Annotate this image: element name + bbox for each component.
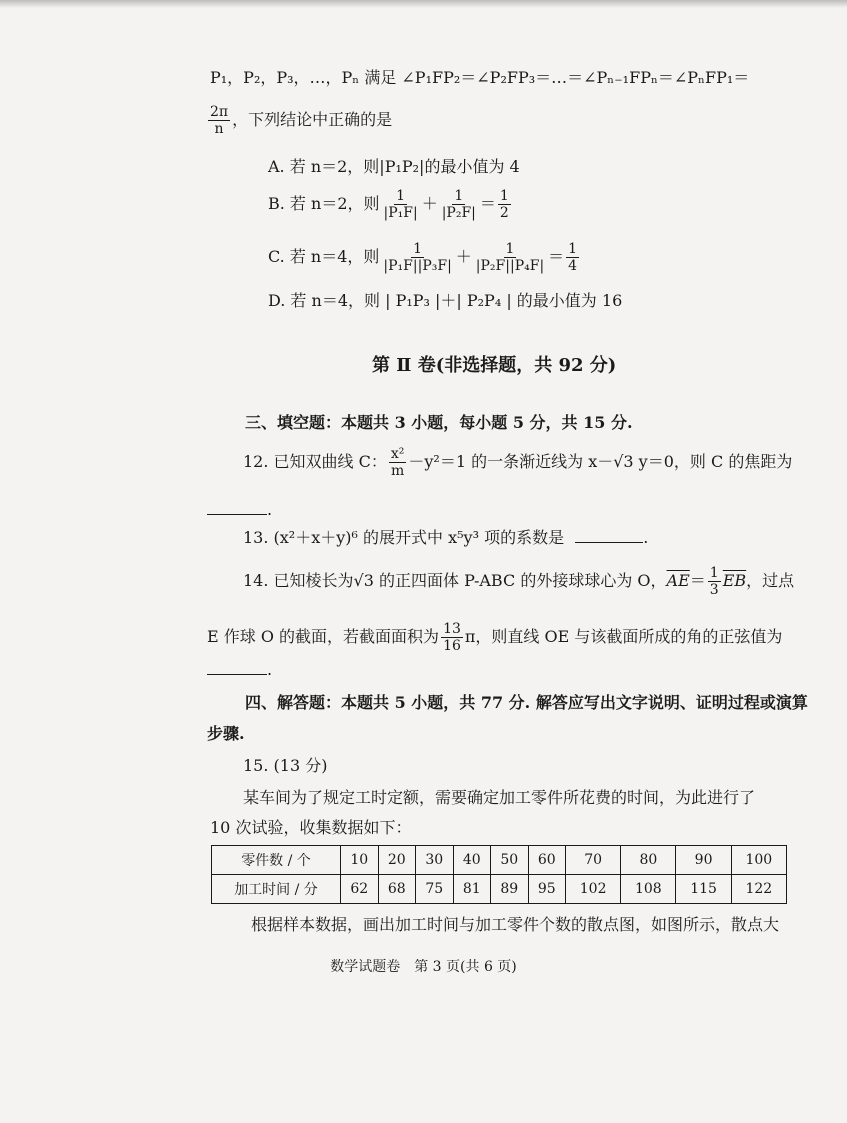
- q15-data-table: [211, 845, 787, 904]
- intro-text: P₁，P₂，P₃，…，Pₙ 满足 ∠P₁FP₂＝∠P₂FP₃＝…＝∠Pₙ₋₁FPₙ＝∠PₙFP₁＝: [210, 68, 750, 87]
- table-row-header: 加工时间 / 分: [212, 875, 341, 904]
- option-c: C. 若 n＝4，则 $\frac{1}{\text{|P₁F||P₃F|}}$ ＋ $\frac{1}{\text{|P₂F||P₄F|}}$ ＝ $\frac{1}{4}$: [268, 241, 578, 275]
- table-cell: 20: [378, 846, 416, 875]
- table-cell: 122: [731, 875, 786, 904]
- vector-eb: $\overline{EB}$: [722, 571, 747, 591]
- option-b-fraction-1: $\frac{1}{\text{|P₁F|}}$: [383, 188, 418, 222]
- q15-paragraph-2: 10 次试验，收集数据如下：: [210, 818, 412, 837]
- question-13: 13. (x²＋x＋y)⁶ 的展开式中 x⁵y³ 项的系数是 .: [243, 528, 649, 547]
- table-cell: 50: [491, 846, 529, 875]
- table-cell: 80: [621, 846, 676, 875]
- vector-ae: $\overline{AE}$: [666, 571, 690, 591]
- table-row-header: 零件数 / 个: [212, 846, 341, 875]
- option-b-fraction-2: $\frac{1}{\text{|P₂F|}}$: [441, 188, 476, 222]
- question-15-label: 15. (13 分): [243, 756, 328, 775]
- table-cell: 60: [528, 846, 566, 875]
- table-cell: 95: [528, 875, 566, 904]
- table-row: [212, 846, 787, 875]
- q14-answer-line: .: [207, 660, 272, 679]
- option-b-fraction-3: $\frac{1}{2}$: [499, 188, 509, 222]
- question-intro-line1: [210, 68, 749, 87]
- q12-answer-line: .: [207, 500, 272, 519]
- section4-title-line1: 四、解答题：本题共 5 小题，共 77 分. 解答应写出文字说明、证明过程或演算: [245, 693, 808, 712]
- table-cell: 108: [621, 875, 676, 904]
- table-cell: 89: [491, 875, 529, 904]
- page-footer: 数学试题卷 第 3 页(共 6 页): [330, 959, 517, 975]
- q13-answer-blank[interactable]: [575, 541, 643, 543]
- intro-tail: ，下列结论中正确的是: [232, 110, 393, 130]
- table-cell: 30: [416, 846, 454, 875]
- table-cell: 10: [341, 846, 379, 875]
- option-c-fraction-1: $\frac{1}{\text{|P₁F||P₃F|}}$: [383, 241, 452, 275]
- question-14-line2: E 作球 O 的截面，若截面面积为 $\frac{13}{16}$ π，则直线 OE 与该截面所成的角的正弦值为: [207, 621, 783, 655]
- option-b: B. 若 n＝2，则 $\frac{1}{\text{|P₁F|}}$ ＋ $\frac{1}{\text{|P₂F|}}$ ＝ $\frac{1}{2}$: [268, 188, 509, 222]
- option-a: A. 若 n＝2，则|P₁P₂|的最小值为 4: [268, 157, 520, 176]
- table-cell: 90: [676, 846, 731, 875]
- question-14-line1: 14. 已知棱长为√3 的正四面体 P-ABC 的外接球球心为 O，$\overline{AE}=$ $\frac{1}{3}$ $\overline{EB}$，过点: [243, 565, 795, 599]
- q14-fraction-one-third: $\frac{1}{3}$: [709, 565, 719, 599]
- question-intro-line2: [206, 104, 392, 137]
- table-cell: 115: [676, 875, 731, 904]
- table-cell: 40: [453, 846, 491, 875]
- table-cell: 62: [341, 875, 379, 904]
- section4-title-line2: 步骤.: [207, 724, 245, 743]
- table-cell: 70: [566, 846, 621, 875]
- table-cell: 100: [731, 846, 786, 875]
- fraction-2pi-over-n: $\frac{2\pi}{n}$: [210, 104, 229, 138]
- q12-fraction: $\frac{\text{x²}}{m}$: [390, 446, 405, 480]
- table-cell: 81: [453, 875, 491, 904]
- part2-title: 第 Ⅱ 卷(非选择题，共 92 分): [372, 355, 617, 376]
- section3-title: 三、填空题：本题共 3 小题，每小题 5 分，共 15 分.: [245, 413, 633, 432]
- q15-paragraph-1: 某车间为了规定工时定额，需要确定加工零件所花费的时间，为此进行了: [243, 788, 756, 807]
- scan-fold-shadow: [0, 0, 847, 8]
- table-cell: 102: [566, 875, 621, 904]
- option-c-fraction-2: $\frac{1}{\text{|P₂F||P₄F|}}$: [475, 241, 545, 275]
- q12-answer-blank[interactable]: [207, 513, 267, 515]
- option-c-fraction-3: $\frac{1}{4}$: [568, 241, 578, 275]
- table-row: [212, 875, 787, 904]
- table-cell: 68: [378, 875, 416, 904]
- q15-paragraph-3: 根据样本数据，画出加工时间与加工零件个数的散点图，如图所示，散点大: [251, 915, 780, 934]
- q14-answer-blank[interactable]: [207, 673, 267, 675]
- q14-fraction-13-16: $\frac{13}{16}$: [443, 621, 461, 655]
- question-12: 12. 已知双曲线 C： $\frac{\text{x²}}{m}$ －y²＝1 的一条渐近线为 x－√3 y＝0，则 C 的焦距为: [243, 446, 793, 480]
- option-d: D. 若 n＝4，则 | P₁P₃ |＋| P₂P₄ | 的最小值为 16: [268, 291, 623, 310]
- table-cell: 75: [416, 875, 454, 904]
